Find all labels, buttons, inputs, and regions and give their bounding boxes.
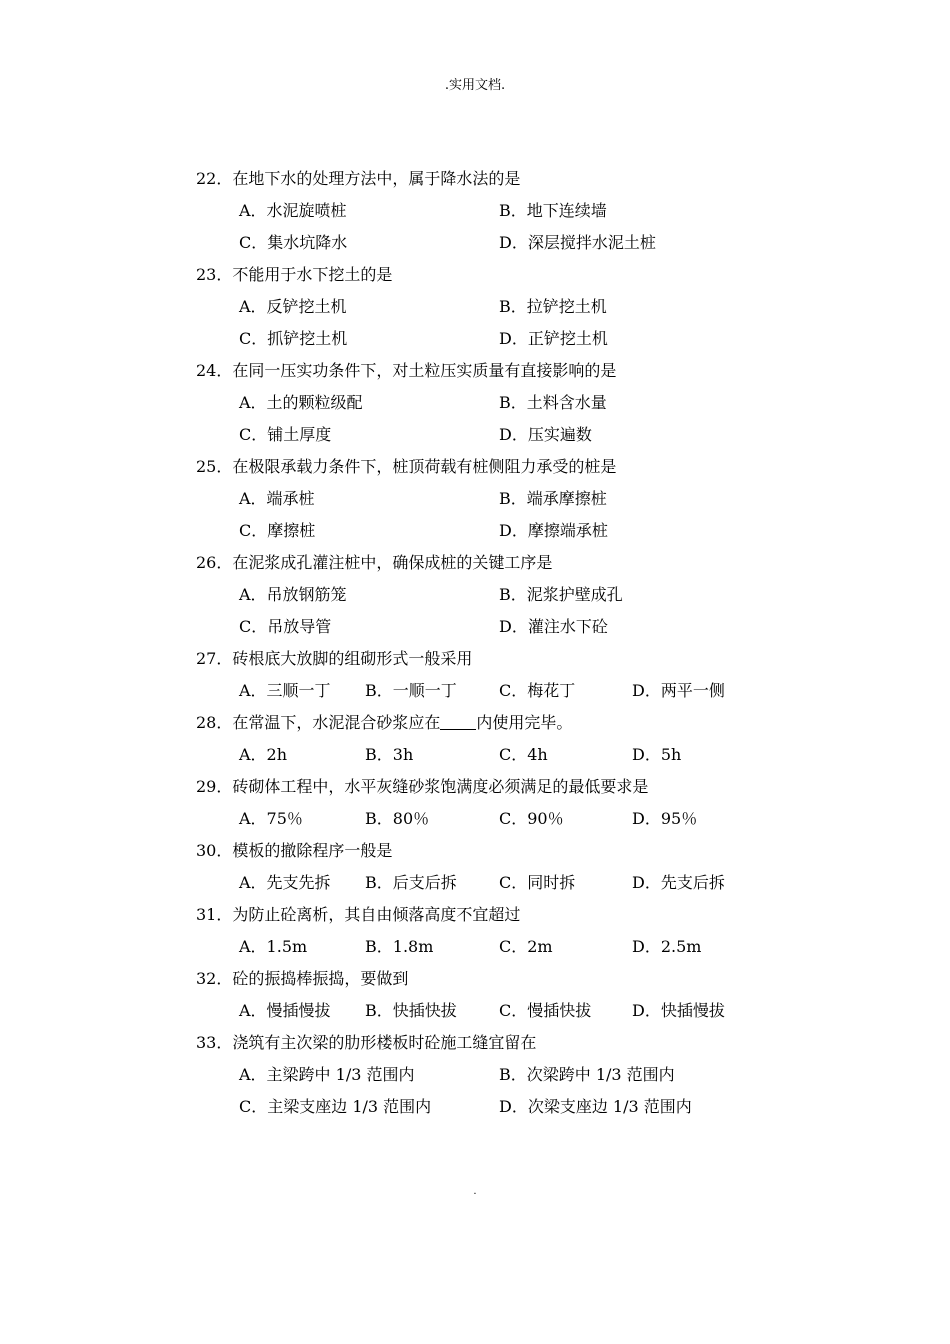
question-item — [196, 835, 816, 899]
question-stem — [196, 163, 816, 195]
option-c: C．90％ — [499, 809, 564, 828]
question-text: 为防止砼离析，其自由倾落高度不宜超过 — [232, 905, 521, 924]
question-stem — [196, 899, 816, 931]
option-d: D．正铲挖土机 — [499, 329, 608, 348]
option-b: B．端承摩擦桩 — [499, 489, 607, 508]
option-c: C．慢插快拔 — [499, 1001, 592, 1020]
question-text-before-blank: 在常温下，水泥混合砂浆应在 — [232, 713, 441, 732]
question-stem — [196, 771, 816, 803]
option-row — [196, 931, 816, 963]
question-number: 22． — [196, 169, 233, 188]
question-number: 28． — [196, 713, 233, 732]
option-b: B．1.8m — [365, 937, 434, 956]
option-a: A．吊放钢筋笼 — [239, 585, 347, 604]
option-row — [196, 1091, 816, 1123]
question-stem — [196, 355, 816, 387]
question-item — [196, 451, 816, 547]
question-stem — [196, 643, 816, 675]
question-stem — [196, 451, 816, 483]
question-item — [196, 963, 816, 1027]
question-number: 24． — [196, 361, 233, 380]
option-row — [196, 611, 816, 643]
option-row — [196, 995, 816, 1027]
option-c: C．4h — [499, 745, 548, 764]
option-row — [196, 419, 816, 451]
option-a: A．1.5m — [239, 937, 308, 956]
question-text: 砖砌体工程中，水平灰缝砂浆饱满度必须满足的最低要求是 — [232, 777, 649, 796]
option-b: B．土料含水量 — [499, 393, 607, 412]
option-a: A．75％ — [239, 809, 303, 828]
question-item — [196, 259, 816, 355]
option-row — [196, 739, 816, 771]
option-a: A．端承桩 — [239, 489, 315, 508]
option-row — [196, 291, 816, 323]
option-c: C．主梁支座边 1/3 范围内 — [239, 1097, 432, 1116]
option-row — [196, 195, 816, 227]
question-number: 32． — [196, 969, 233, 988]
question-text-after-blank: 内使用完毕。 — [476, 713, 573, 732]
option-d: D．灌注水下砼 — [499, 617, 608, 636]
question-stem — [196, 547, 816, 579]
option-row — [196, 1059, 816, 1091]
option-c: C．铺土厚度 — [239, 425, 332, 444]
option-row — [196, 387, 816, 419]
option-b: B．次梁跨中 1/3 范围内 — [499, 1065, 675, 1084]
question-number: 33． — [196, 1033, 233, 1052]
option-c: C．梅花丁 — [499, 681, 576, 700]
option-b: B．80％ — [365, 809, 430, 828]
option-c: C．抓铲挖土机 — [239, 329, 348, 348]
question-text: 在地下水的处理方法中，属于降水法的是 — [232, 169, 521, 188]
question-item — [196, 771, 816, 835]
question-item — [196, 643, 816, 707]
option-row — [196, 579, 816, 611]
option-row — [196, 675, 816, 707]
option-row — [196, 483, 816, 515]
option-a: A．主梁跨中 1/3 范围内 — [239, 1065, 415, 1084]
option-d: D．深层搅拌水泥土桩 — [499, 233, 656, 252]
question-number: 25． — [196, 457, 233, 476]
option-a: A．慢插慢拔 — [239, 1001, 331, 1020]
option-d: D．快插慢拔 — [632, 1001, 725, 1020]
option-c: C．摩擦桩 — [239, 521, 316, 540]
option-d: D．先支后拆 — [632, 873, 725, 892]
option-row — [196, 323, 816, 355]
option-d: D．95％ — [632, 809, 698, 828]
option-row — [196, 227, 816, 259]
option-a: A．2h — [239, 745, 288, 764]
question-text: 在极限承载力条件下，桩顶荷载有桩侧阻力承受的桩是 — [232, 457, 617, 476]
option-c: C．吊放导管 — [239, 617, 332, 636]
answer-blank — [440, 711, 476, 730]
page-footer: . — [473, 1186, 477, 1197]
option-a: A．三顺一丁 — [239, 681, 331, 700]
question-number: 29． — [196, 777, 233, 796]
question-text: 砼的振捣棒振捣，要做到 — [232, 969, 409, 988]
question-stem — [196, 963, 816, 995]
option-d: D．摩擦端承桩 — [499, 521, 608, 540]
question-number: 23． — [196, 265, 233, 284]
option-c: C．同时拆 — [499, 873, 576, 892]
option-d: D．两平一侧 — [632, 681, 725, 700]
question-item — [196, 163, 816, 259]
question-number: 31． — [196, 905, 233, 924]
option-b: B．地下连续墙 — [499, 201, 607, 220]
option-d: D．次梁支座边 1/3 范围内 — [499, 1097, 692, 1116]
option-a: A．土的颗粒级配 — [239, 393, 363, 412]
option-b: B．快插快拔 — [365, 1001, 457, 1020]
page-header: .实用文档. — [444, 78, 506, 93]
option-b: B．3h — [365, 745, 414, 764]
question-item — [196, 707, 816, 771]
option-c: C．集水坑降水 — [239, 233, 348, 252]
question-stem — [196, 835, 816, 867]
option-c: C．2m — [499, 937, 553, 956]
option-row — [196, 803, 816, 835]
option-row — [196, 867, 816, 899]
option-d: D．2.5m — [632, 937, 702, 956]
question-item — [196, 899, 816, 963]
option-b: B．后支后拆 — [365, 873, 457, 892]
question-item — [196, 1027, 816, 1123]
question-text: 模板的撤除程序一般是 — [232, 841, 393, 860]
question-text: 不能用于水下挖土的是 — [232, 265, 393, 284]
option-d: D．5h — [632, 745, 682, 764]
option-row — [196, 515, 816, 547]
option-d: D．压实遍数 — [499, 425, 592, 444]
question-text: 在泥浆成孔灌注桩中，确保成桩的关键工序是 — [232, 553, 553, 572]
question-text: 在同一压实功条件下，对土粒压实质量有直接影响的是 — [232, 361, 617, 380]
option-a: A．水泥旋喷桩 — [239, 201, 347, 220]
question-number: 27． — [196, 649, 233, 668]
option-b: B．泥浆护壁成孔 — [499, 585, 623, 604]
question-stem — [196, 1027, 816, 1059]
option-a: A．先支先拆 — [239, 873, 331, 892]
question-text: 浇筑有主次梁的肋形楼板时砼施工缝宜留在 — [232, 1033, 537, 1052]
question-stem — [196, 259, 816, 291]
question-list — [196, 163, 816, 1123]
question-item — [196, 547, 816, 643]
option-b: B．拉铲挖土机 — [499, 297, 607, 316]
question-number: 26． — [196, 553, 233, 572]
question-stem — [196, 707, 816, 739]
question-text: 砖根底大放脚的组砌形式一般采用 — [232, 649, 473, 668]
option-a: A．反铲挖土机 — [239, 297, 347, 316]
question-number: 30． — [196, 841, 233, 860]
question-item — [196, 355, 816, 451]
option-b: B．一顺一丁 — [365, 681, 457, 700]
